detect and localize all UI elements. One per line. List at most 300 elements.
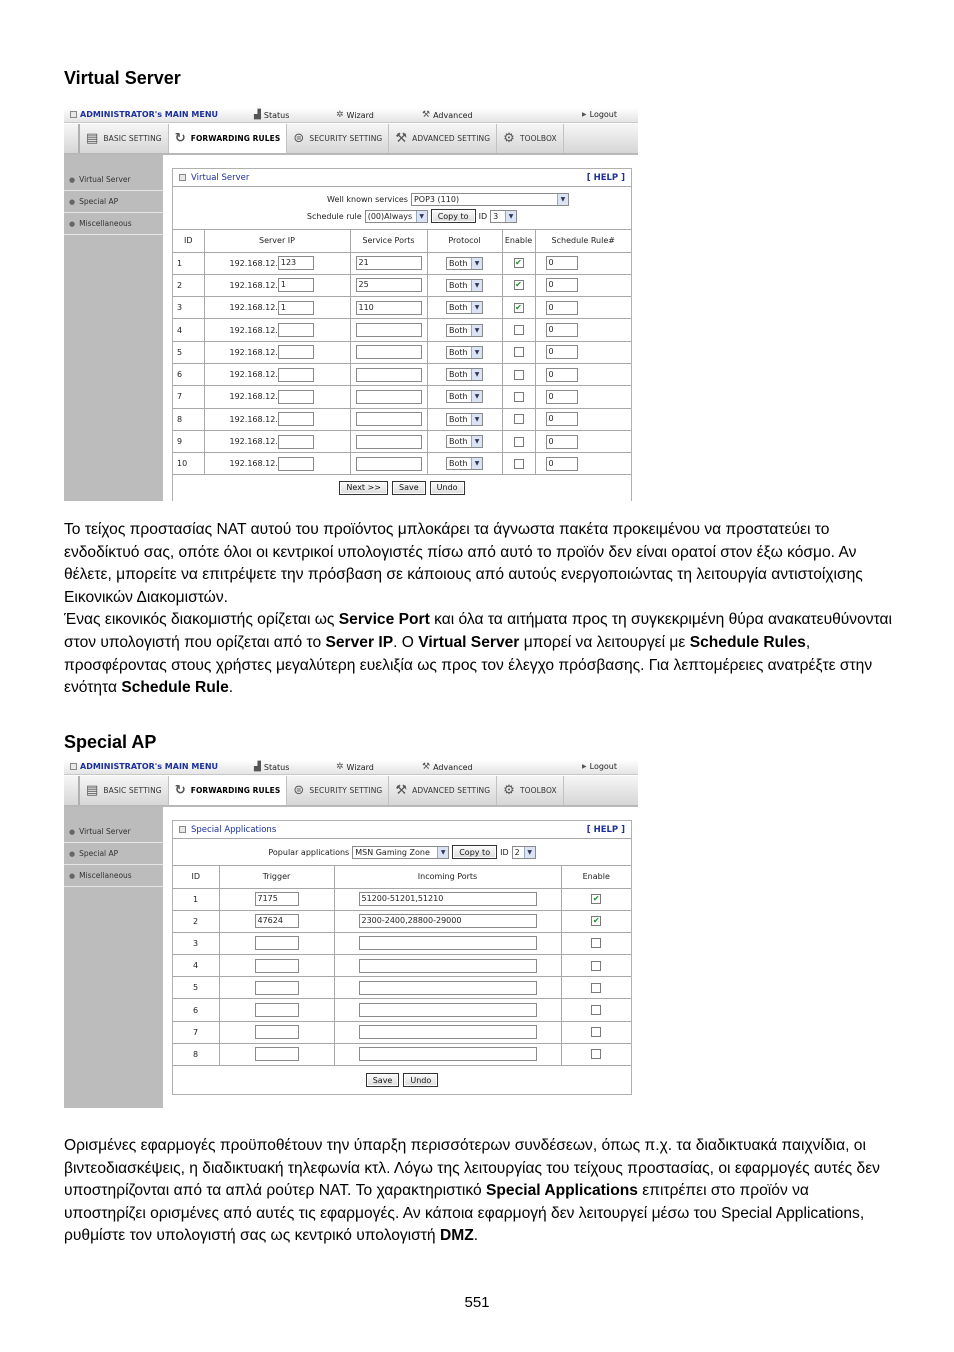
next-button[interactable]: Next >> [339, 481, 388, 495]
enable-checkbox[interactable] [514, 392, 524, 402]
incoming-ports-input[interactable] [359, 1003, 537, 1017]
id-select[interactable] [512, 846, 536, 859]
paragraph-text: επιτρέπει στο προϊόν να υποστηρίζει ορισμένες από αυτές τις εφαρμογές. Αν κάποια εφαρμογή δεν λειτουργεί μέσω του Special Applications, ρυθμίστε τον υπολογιστή σας ως κεντρικό υπολογιστή [64, 1182, 865, 1245]
server-ip-input[interactable] [278, 412, 314, 426]
id-value: 2 [514, 847, 520, 857]
protocol-cell [427, 274, 502, 296]
enable-cell [502, 274, 535, 296]
tab-toolbox[interactable] [496, 124, 564, 153]
form-title-icon [179, 174, 186, 181]
table-row [173, 341, 631, 363]
schedule-rule-input[interactable]: 0 [546, 390, 578, 404]
schedule-rule-cell [535, 252, 631, 274]
bold-term: Schedule Rule [121, 679, 229, 697]
bold-term: Schedule Rules [689, 633, 806, 651]
toolbox-icon: ⚙ [503, 783, 515, 798]
server-ip-input[interactable] [278, 435, 314, 449]
enable-checkbox[interactable] [591, 983, 601, 993]
special-applications-table [173, 866, 631, 1066]
enable-checkbox[interactable]: ✔ [515, 280, 522, 290]
protocol-cell [427, 319, 502, 341]
enable-cell [561, 888, 631, 910]
incoming-ports-input[interactable] [359, 959, 537, 973]
trigger-input[interactable]: 7175 [255, 892, 299, 906]
status-icon: ▟ [254, 110, 261, 120]
server-ip-cell [204, 319, 350, 341]
enable-cell [502, 363, 535, 385]
nav-item-miscellaneous[interactable] [64, 213, 163, 235]
status-label: Status [263, 110, 290, 120]
save-button[interactable]: Save [392, 481, 426, 495]
schedule-rule-cell [535, 363, 631, 385]
form-controls [173, 839, 631, 866]
form-title: Special Applications [191, 824, 277, 835]
service-ports-input[interactable] [356, 345, 422, 359]
chevron-down-icon: ▼ [471, 369, 482, 380]
enable-cell [561, 1021, 631, 1043]
server-ip-input[interactable] [278, 323, 314, 337]
logout-arrow-icon: ▶ [582, 111, 587, 118]
left-nav [64, 807, 163, 1108]
undo-button[interactable]: Undo [403, 1073, 438, 1087]
security-icon: ⊜ [293, 131, 305, 146]
schedule-rule-input[interactable]: 0 [546, 256, 578, 270]
paragraph-text: . [473, 1227, 479, 1245]
tab-security-setting[interactable] [286, 776, 388, 805]
schedule-rule-input[interactable]: 0 [546, 345, 578, 359]
table-header-row [173, 866, 631, 888]
nav-label: Special AP [79, 849, 119, 858]
protocol-cell [427, 430, 502, 452]
tab-basic-setting[interactable] [78, 124, 168, 153]
protocol-value: Both [449, 258, 468, 268]
service-ports-cell [350, 453, 427, 475]
content-area [64, 155, 638, 501]
main-menu-label: ADMINISTRATOR's MAIN MENU [80, 110, 219, 119]
service-ports-cell [350, 408, 427, 430]
bold-term: Server IP [325, 633, 394, 651]
trigger-input[interactable] [255, 936, 299, 950]
nav-item-special-ap[interactable] [64, 191, 163, 213]
copy-to-button[interactable]: Copy to [452, 845, 497, 859]
trigger-cell [219, 1043, 334, 1065]
server-ip-input[interactable] [278, 390, 314, 404]
tab-label: BASIC SETTING [103, 134, 162, 143]
incoming-ports-input[interactable] [359, 1047, 537, 1061]
server-ip-cell [204, 297, 350, 319]
folder-icon: ▤ [86, 131, 99, 146]
row-id: 8 [173, 1043, 219, 1065]
schedule-rule-cell [535, 319, 631, 341]
enable-checkbox[interactable] [591, 1005, 601, 1015]
row-id: 1 [173, 888, 219, 910]
chevron-down-icon: ▼ [524, 847, 535, 858]
enable-checkbox[interactable]: ✔ [515, 302, 522, 312]
protocol-select[interactable] [446, 435, 483, 448]
enable-cell [502, 297, 535, 319]
table-row [173, 977, 631, 999]
trigger-cell [219, 999, 334, 1021]
incoming-ports-cell [334, 932, 561, 954]
service-ports-input[interactable] [356, 457, 422, 471]
protocol-select[interactable] [446, 324, 483, 337]
tab-advanced-setting[interactable] [388, 776, 496, 805]
server-ip-input[interactable]: 123 [278, 256, 314, 270]
bold-term: Special Applications [486, 1182, 638, 1200]
enable-cell [502, 408, 535, 430]
paragraph-text: , προσφέροντας στους χρήστες μεγαλύτερη ευελιξία ως προς τον έλεγχο πρόσβασης. Για λεπτομέρειες ανατρέξτε στην ενότητα [64, 633, 873, 697]
advanced-link[interactable] [422, 110, 473, 120]
table-row [173, 430, 631, 452]
column-header: Incoming Ports [334, 866, 561, 888]
enable-checkbox[interactable] [591, 1027, 601, 1037]
paragraph-text: Ένας εικονικός διακομιστής ορίζεται ως [64, 611, 339, 629]
table-row [173, 319, 631, 341]
schedule-rule-cell [535, 341, 631, 363]
enable-cell [502, 386, 535, 408]
server-ip-input[interactable] [278, 345, 314, 359]
help-link[interactable]: [ HELP ] [586, 824, 625, 835]
incoming-ports-input[interactable] [359, 981, 537, 995]
enable-cell [502, 453, 535, 475]
incoming-ports-input[interactable]: 2300-2400,28800-29000 [359, 914, 537, 928]
protocol-select[interactable] [446, 346, 483, 359]
protocol-value: Both [449, 325, 468, 335]
protocol-value: Both [449, 280, 468, 290]
status-link[interactable] [254, 762, 289, 772]
enable-checkbox[interactable] [514, 347, 524, 357]
enable-checkbox[interactable]: ✔ [515, 258, 522, 268]
protocol-select[interactable] [446, 457, 483, 470]
protocol-value: Both [449, 392, 468, 402]
protocol-select[interactable] [446, 279, 483, 292]
protocol-select[interactable] [446, 301, 483, 314]
column-header: Trigger [219, 866, 334, 888]
row-id: 7 [173, 1021, 219, 1043]
row-id: 4 [173, 319, 204, 341]
tab-label: FORWARDING RULES [190, 786, 281, 795]
trigger-input[interactable] [255, 1025, 299, 1039]
chevron-down-icon: ▼ [471, 302, 482, 313]
schedule-rule-cell [535, 408, 631, 430]
tab-label: ADVANCED SETTING [412, 786, 491, 795]
row-id: 7 [173, 386, 204, 408]
chevron-down-icon: ▼ [437, 847, 448, 858]
form-title-icon [179, 826, 186, 833]
schedule-rule-cell [535, 453, 631, 475]
paragraph-text: Το τείχος προστασίας NAT αυτού του προϊόντος μπλοκάρει τα άγνωστα πακέτα προκειμένου να προστατεύει το ενδοδίκτυό σας, οπότε όλοι οι κεντρικοί υπολογιστές πίσω από αυτό το προϊόν δεν είναι ορατοί στον έξω κόσμο. Αν θέλετε, μπορείτε να επιτρέψετε την πρόσβαση σε κάποιους από αυτούς ενεργοποιώντας τη λειτουργία αντιστοίχισης Εικονικών Διακομιστών. [64, 521, 863, 606]
chevron-down-icon: ▼ [471, 436, 482, 447]
row-id: 6 [173, 999, 219, 1021]
column-header: Enable [502, 230, 535, 252]
advanced-label: Advanced [433, 110, 473, 120]
enable-checkbox[interactable] [591, 1049, 601, 1059]
special-ap-panel [64, 760, 638, 1108]
ip-prefix: 192.168.12. [229, 437, 278, 447]
table-row [173, 408, 631, 430]
nav-item-special-ap[interactable] [64, 843, 163, 865]
ip-prefix: 192.168.12. [229, 370, 278, 380]
tab-basic-setting[interactable] [78, 776, 168, 805]
table-row [173, 363, 631, 385]
row-id: 2 [173, 274, 204, 296]
protocol-cell [427, 386, 502, 408]
protocol-select[interactable] [446, 390, 483, 403]
undo-button[interactable]: Undo [430, 481, 465, 495]
trigger-cell [219, 888, 334, 910]
chevron-down-icon: ▼ [471, 414, 482, 425]
security-icon: ⊜ [293, 783, 305, 798]
special-ap-heading: Special AP [64, 732, 157, 752]
enable-cell [502, 430, 535, 452]
table-row [173, 1021, 631, 1043]
row-id: 5 [173, 977, 219, 999]
ip-prefix: 192.168.12. [229, 414, 278, 424]
protocol-value: Both [449, 414, 468, 424]
virtual-server-table [173, 230, 631, 475]
schedule-select[interactable] [365, 210, 428, 223]
nav-item-miscellaneous[interactable] [64, 865, 163, 887]
enable-checkbox[interactable] [514, 325, 524, 335]
wizard-link[interactable] [336, 110, 374, 120]
schedule-rule-input[interactable]: 0 [546, 457, 578, 471]
tools-icon: ⚒ [395, 131, 408, 146]
well-known-label: Well known services [327, 195, 408, 204]
trigger-input[interactable]: 47624 [255, 914, 299, 928]
incoming-ports-cell [334, 1043, 561, 1065]
trigger-input[interactable] [255, 1003, 299, 1017]
protocol-select[interactable] [446, 257, 483, 270]
enable-checkbox[interactable] [591, 961, 601, 971]
schedule-rule-input[interactable]: 0 [546, 301, 578, 315]
service-ports-cell [350, 430, 427, 452]
protocol-cell [427, 297, 502, 319]
wizard-link[interactable] [336, 762, 374, 772]
server-ip-input[interactable] [278, 368, 314, 382]
server-ip-cell [204, 386, 350, 408]
popular-apps-value: MSN Gaming Zone [355, 847, 430, 857]
incoming-ports-cell [334, 955, 561, 977]
enable-checkbox[interactable] [514, 437, 524, 447]
logout-link[interactable] [582, 762, 617, 771]
enable-cell [502, 319, 535, 341]
bold-term: Service Port [338, 611, 430, 629]
tab-label: TOOLBOX [519, 134, 557, 143]
forwarding-icon: ↻ [174, 131, 186, 146]
trigger-cell [219, 977, 334, 999]
protocol-cell [427, 363, 502, 385]
service-ports-input[interactable] [356, 390, 422, 404]
chevron-down-icon: ▼ [471, 458, 482, 469]
incoming-ports-cell [334, 888, 561, 910]
chevron-down-icon: ▼ [416, 211, 427, 222]
column-header: Protocol [427, 230, 502, 252]
server-ip-input[interactable]: 1 [278, 278, 314, 292]
table-row [173, 274, 631, 296]
popular-apps-label: Popular applications [268, 847, 350, 857]
service-ports-input[interactable] [356, 368, 422, 382]
service-ports-cell [350, 319, 427, 341]
tab-advanced-setting[interactable] [388, 124, 496, 153]
table-body [173, 252, 631, 475]
server-ip-cell [204, 363, 350, 385]
table-row [173, 955, 631, 977]
enable-checkbox[interactable] [514, 370, 524, 380]
trigger-cell [219, 910, 334, 932]
tools-icon: ⚒ [395, 783, 408, 798]
incoming-ports-cell [334, 999, 561, 1021]
tab-label: SECURITY SETTING [309, 786, 383, 795]
schedule-value: (00)Always [367, 211, 413, 221]
service-ports-input[interactable] [356, 435, 422, 449]
menu-square-icon [70, 111, 77, 118]
main-menu-link[interactable] [70, 110, 218, 119]
advanced-link[interactable] [422, 762, 473, 772]
schedule-rule-cell [535, 274, 631, 296]
incoming-ports-input[interactable]: 51200-51201,51210 [359, 892, 537, 906]
schedule-rule-input[interactable]: 0 [546, 278, 578, 292]
enable-cell [502, 252, 535, 274]
tab-toolbox[interactable] [496, 776, 564, 805]
id-select[interactable] [490, 210, 517, 223]
bullet-icon: ● [69, 219, 76, 228]
column-header: ID [173, 866, 219, 888]
bullet-icon: ● [69, 849, 76, 858]
enable-cell [502, 341, 535, 363]
enable-checkbox[interactable] [514, 459, 524, 469]
form-header [173, 821, 631, 839]
status-link[interactable] [254, 110, 289, 120]
chevron-down-icon: ▼ [471, 280, 482, 291]
table-row [173, 999, 631, 1021]
save-button[interactable]: Save [366, 1073, 400, 1087]
tab-security-setting[interactable] [286, 124, 388, 153]
server-ip-cell [204, 341, 350, 363]
copy-to-button[interactable]: Copy to [431, 209, 476, 223]
enable-checkbox[interactable] [514, 414, 524, 424]
well-known-select[interactable] [411, 193, 569, 206]
enable-cell [561, 999, 631, 1021]
logout-label: Logout [589, 110, 618, 119]
enable-checkbox[interactable]: ✔ [592, 916, 600, 926]
tab-bar [64, 776, 638, 807]
server-ip-cell [204, 274, 350, 296]
server-ip-input[interactable] [278, 457, 314, 471]
protocol-select[interactable] [446, 413, 483, 426]
column-header: ID [173, 230, 204, 252]
advanced-label: Advanced [433, 762, 473, 772]
logout-label: Logout [589, 762, 618, 771]
service-ports-cell [350, 386, 427, 408]
tab-forwarding-rules[interactable] [168, 124, 287, 153]
table-row [173, 910, 631, 932]
table-row [173, 932, 631, 954]
ip-prefix: 192.168.12. [229, 280, 278, 290]
enable-cell [561, 910, 631, 932]
incoming-ports-input[interactable] [359, 1025, 537, 1039]
service-ports-input[interactable] [356, 323, 422, 337]
help-link[interactable]: [ HELP ] [586, 172, 625, 183]
enable-checkbox[interactable] [591, 938, 601, 948]
chevron-down-icon: ▼ [471, 347, 482, 358]
wizard-icon: ✲ [336, 762, 344, 772]
tab-label: ADVANCED SETTING [412, 134, 491, 143]
row-id: 4 [173, 955, 219, 977]
service-ports-input[interactable]: 25 [356, 278, 422, 292]
schedule-rule-cell [535, 386, 631, 408]
table-body [173, 888, 631, 1066]
row-id: 5 [173, 341, 204, 363]
folder-icon: ▤ [86, 783, 99, 798]
service-ports-cell [350, 341, 427, 363]
left-nav [64, 155, 163, 501]
trigger-input[interactable] [255, 959, 299, 973]
protocol-value: Both [449, 370, 468, 380]
server-ip-cell [204, 408, 350, 430]
form-title: Virtual Server [191, 172, 250, 183]
chevron-down-icon: ▼ [471, 258, 482, 269]
schedule-rule-cell [535, 297, 631, 319]
trigger-input[interactable] [255, 981, 299, 995]
service-ports-input[interactable]: 110 [356, 301, 422, 315]
table-row [173, 386, 631, 408]
server-ip-input[interactable]: 1 [278, 301, 314, 315]
enable-checkbox[interactable]: ✔ [592, 894, 600, 904]
main-menu-link[interactable] [70, 762, 218, 771]
incoming-ports-cell [334, 1021, 561, 1043]
protocol-value: Both [449, 303, 468, 313]
service-ports-input[interactable]: 21 [356, 256, 422, 270]
chevron-down-icon: ▼ [471, 325, 482, 336]
row-id: 2 [173, 910, 219, 932]
logout-link[interactable] [582, 110, 617, 119]
tab-label: SECURITY SETTING [309, 134, 383, 143]
virtual-server-description [64, 519, 894, 700]
enable-cell [561, 1043, 631, 1065]
protocol-select[interactable] [446, 368, 483, 381]
bullet-icon: ● [69, 871, 76, 880]
chevron-down-icon: ▼ [505, 211, 516, 222]
protocol-value: Both [449, 459, 468, 469]
protocol-value: Both [449, 437, 468, 447]
column-header: Server IP [204, 230, 350, 252]
enable-cell [561, 977, 631, 999]
schedule-rule-input[interactable]: 0 [546, 412, 578, 426]
paragraph-text: . Ο [393, 633, 419, 651]
wizard-label: Wizard [346, 110, 374, 120]
service-ports-cell [350, 274, 427, 296]
schedule-rule-input[interactable]: 0 [546, 435, 578, 449]
tab-forwarding-rules[interactable] [168, 776, 287, 805]
virtual-server-panel [64, 108, 638, 501]
bullet-icon: ● [69, 827, 76, 836]
incoming-ports-input[interactable] [359, 936, 537, 950]
nav-item-virtual-server[interactable] [64, 169, 163, 191]
popular-apps-select[interactable] [352, 846, 449, 859]
paragraph-text: . [228, 679, 234, 697]
status-icon: ▟ [254, 762, 261, 772]
service-ports-input[interactable] [356, 412, 422, 426]
form-controls [173, 187, 631, 230]
protocol-cell [427, 408, 502, 430]
schedule-rule-input[interactable]: 0 [546, 323, 578, 337]
enable-cell [561, 932, 631, 954]
row-id: 6 [173, 363, 204, 385]
nav-item-virtual-server[interactable] [64, 821, 163, 843]
trigger-input[interactable] [255, 1047, 299, 1061]
schedule-rule-input[interactable]: 0 [546, 368, 578, 382]
virtual-server-heading: Virtual Server [64, 68, 181, 88]
